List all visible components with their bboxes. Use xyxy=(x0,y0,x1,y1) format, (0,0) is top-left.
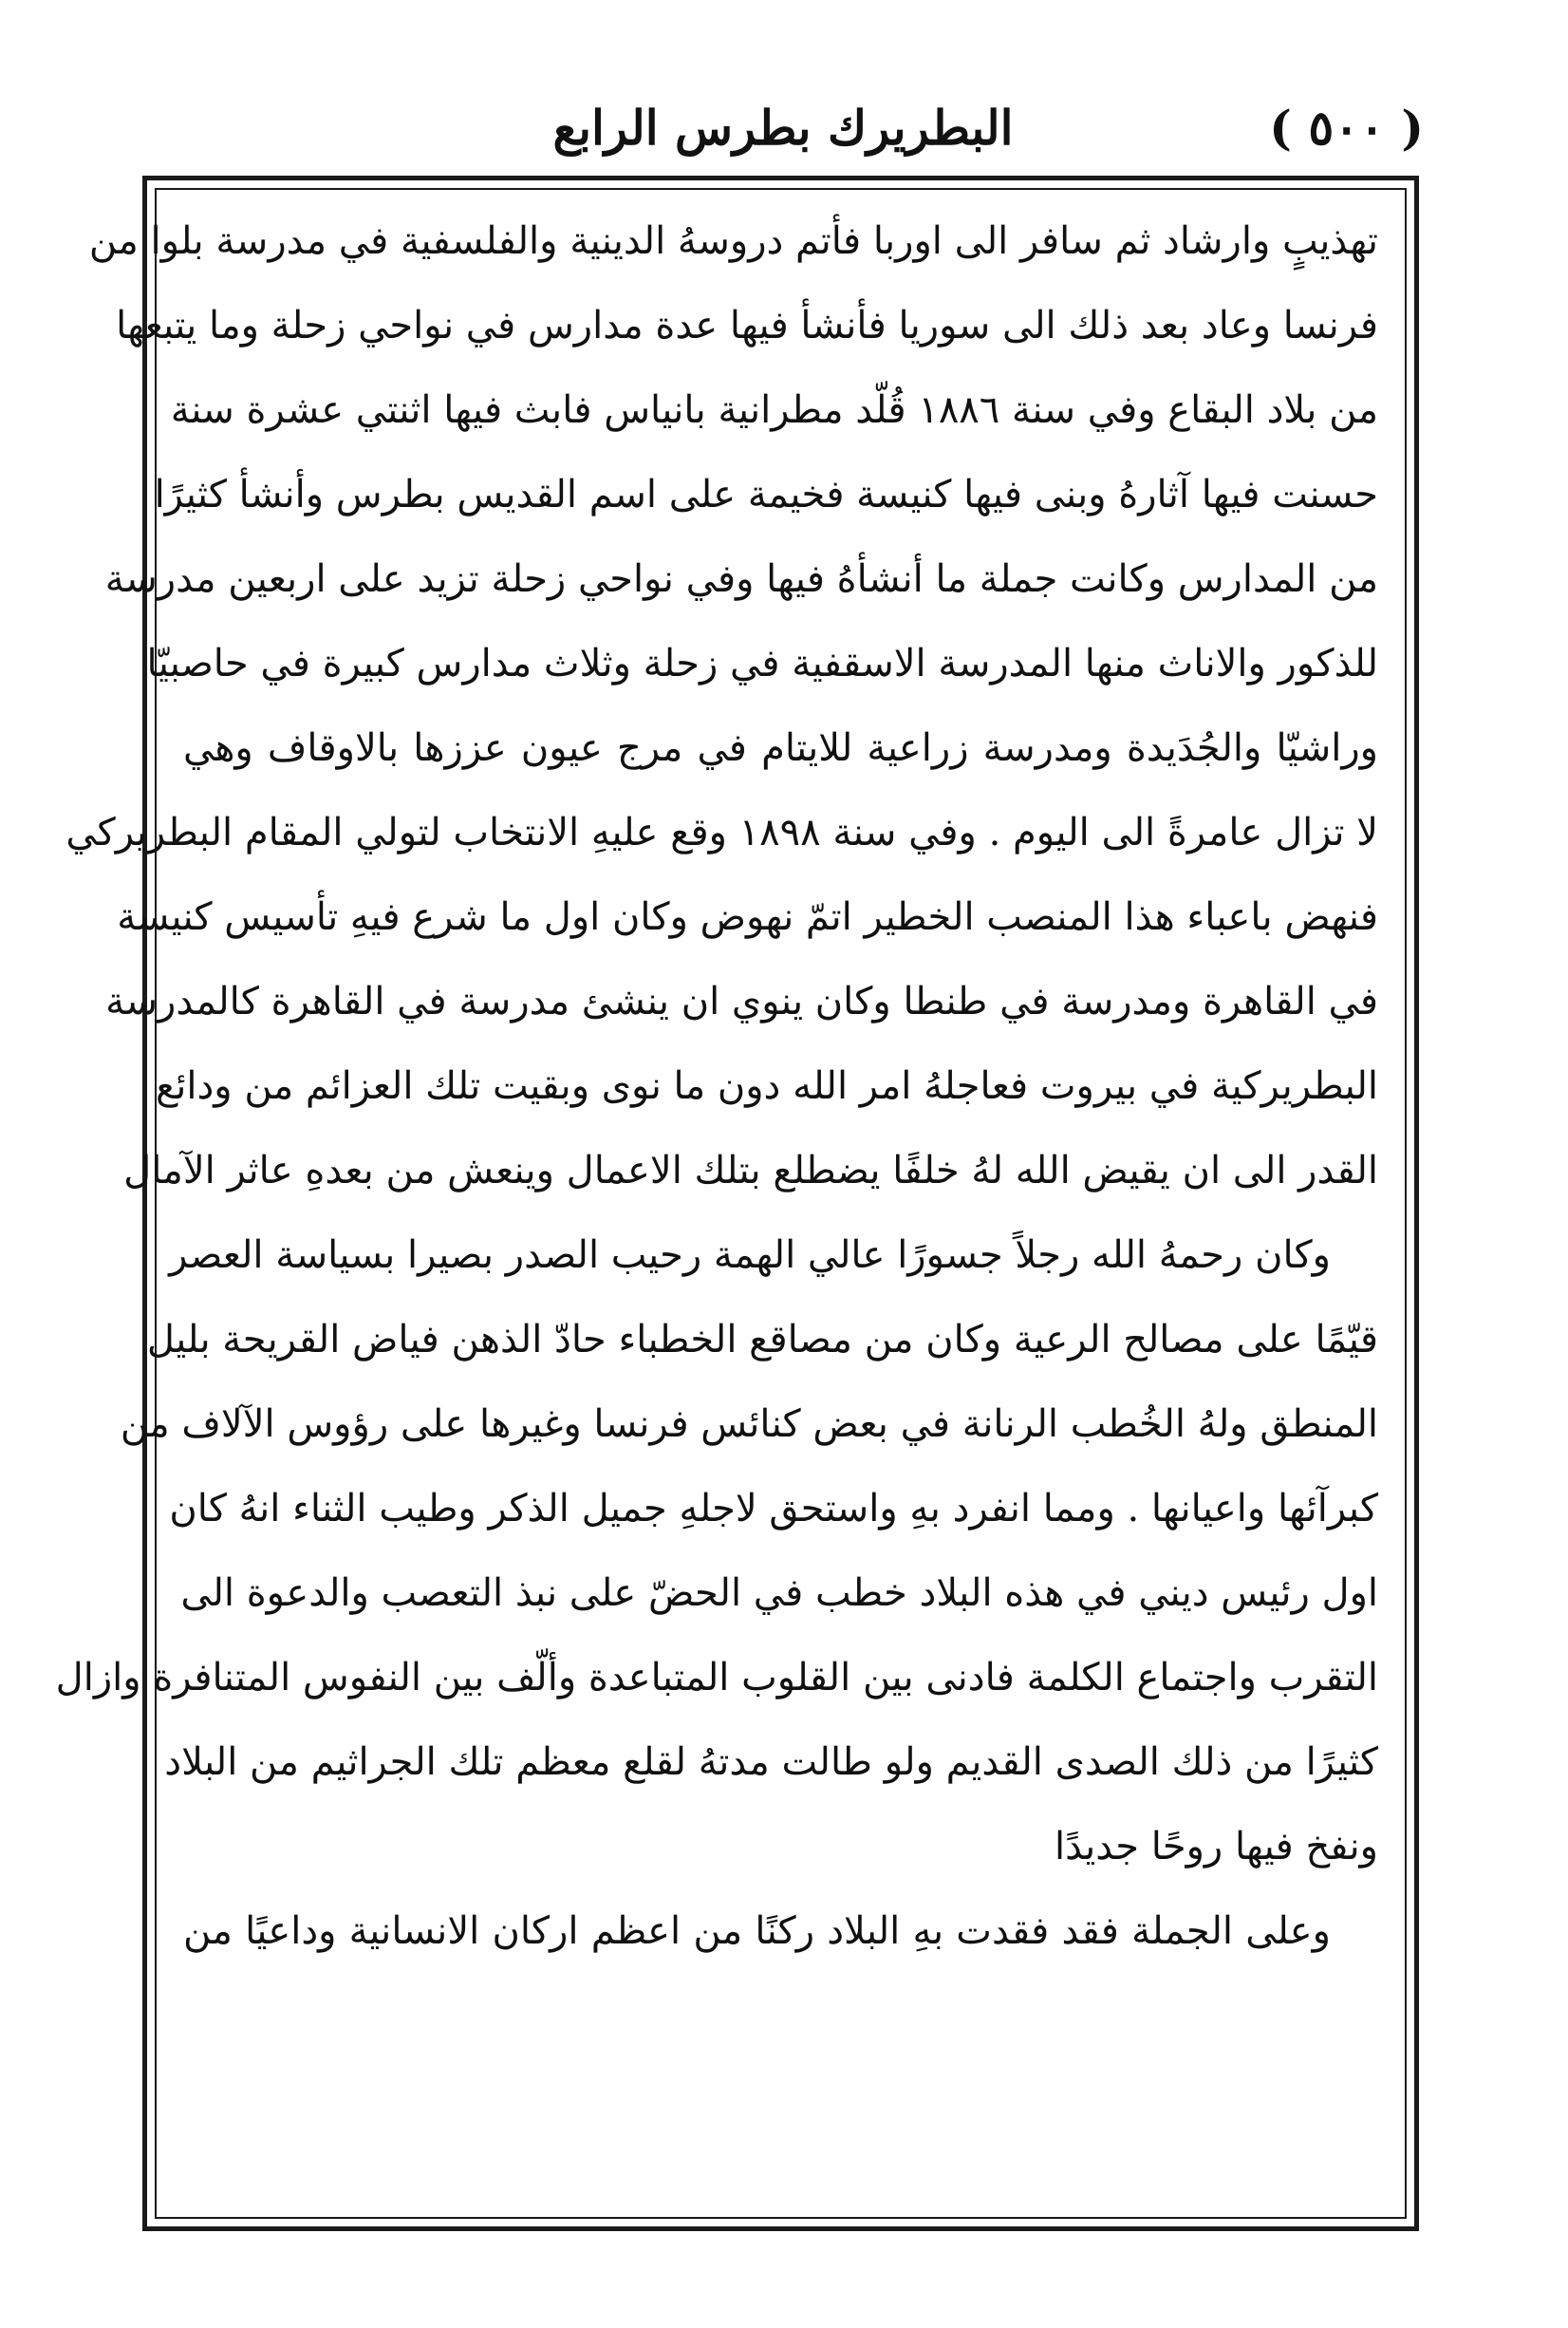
text-line: تهذيبٍ وارشاد ثم سافر الى اوربا فأتم دروسهُ الدينية والفلسفية في مدرسة بلوا من xyxy=(88,219,1378,263)
text-line: ونفخ فيها روحًا جديدًا xyxy=(1055,1825,1378,1868)
text-line: حسنت فيها آثارهُ وبنى فيها كنيسة فخيمة على اسم القديس بطرس وأنشأ كثيرًا xyxy=(154,473,1378,516)
text-line: وعلى الجملة فقد فقدت بهِ البلاد ركنًا من اعظم اركان الانسانية وداعيًا من xyxy=(183,1909,1331,1953)
text-line: فنهض باعباء هذا المنصب الخطير اتمّ نهوض وكان اول ما شرع فيهِ تأسيس كنيسة xyxy=(117,895,1378,939)
body-text xyxy=(55,199,1378,1974)
text-line: المنطق ولهُ الخُطب الرنانة في بعض كنائس فرنسا وغيرها على رؤوس الآلاف من xyxy=(120,1402,1378,1446)
text-line: لا تزال عامرةً الى اليوم . وفي سنة ١٨٩٨ وقع عليهِ الانتخاب لتولي المقام البطريركي xyxy=(65,811,1378,854)
text-line: في القاهرة ومدرسة في طنطا وكان ينوي ان ينشئ مدرسة في القاهرة كالمدرسة xyxy=(105,980,1378,1023)
text-line: القدر الى ان يقيض الله لهُ خلفًا يضطلع بتلك الاعمال وينعش من بعدهِ عاثر الآمال xyxy=(123,1149,1378,1192)
text-line: البطريركية في بيروت فعاجلهُ امر الله دون ما نوى وبقيت تلك العزائم من ودائع xyxy=(155,1064,1378,1108)
text-line: كبرآئها واعيانها . ومما انفرد بهِ واستحق لاجلهِ جميل الذكر وطيب الثناء انهُ كان xyxy=(169,1487,1378,1530)
text-line: اول رئيس ديني في هذه البلاد خطب في الحضّ على نبذ التعصب والدعوة الى xyxy=(180,1571,1378,1615)
text-line: فرنسا وعاد بعد ذلك الى سوريا فأنشأ فيها عدة مدارس في نواحي زحلة وما يتبعها xyxy=(116,304,1378,347)
text-line: قيّمًا على مصالح الرعية وكان من مصاقع الخطباء حادّ الذهن فياض القريحة بليل xyxy=(146,1318,1378,1361)
text-line: من بلاد البقاع وفي سنة ١٨٨٦ قُلّد مطرانية بانياس فابث فيها اثنتي عشرة سنة xyxy=(170,388,1378,432)
text-line: كثيرًا من ذلك الصدى القديم ولو طالت مدتهُ لقلع معظم تلك الجراثيم من البلاد xyxy=(164,1740,1378,1784)
text-line: وكان رحمهُ الله رجلاً جسورًا عالي الهمة رحيب الصدر بصيرا بسياسة العصر xyxy=(169,1233,1331,1277)
page-number: ( ٥٠٠ ) xyxy=(1269,100,1424,156)
text-line: وراشيّا والجُدَيدة ومدرسة زراعية للايتام في مرج عيون عززها بالاوقاف وهي xyxy=(183,726,1378,770)
text-line: من المدارس وكانت جملة ما أنشأهُ فيها وفي نواحي زحلة تزيد على اربعين مدرسة xyxy=(104,557,1378,601)
text-line: للذكور والاناث منها المدرسة الاسقفية في زحلة وثلاث مدارس كبيرة في حاصبيّا xyxy=(146,642,1378,685)
text-line: التقرب واجتماع الكلمة فادنى بين القلوب المتباعدة وألّف بين النفوس المتنافرة وازال xyxy=(55,1656,1378,1699)
running-title: البطريرك بطرس الرابع xyxy=(552,100,1014,156)
page-header xyxy=(142,90,1424,166)
page-frame xyxy=(55,176,1419,2231)
